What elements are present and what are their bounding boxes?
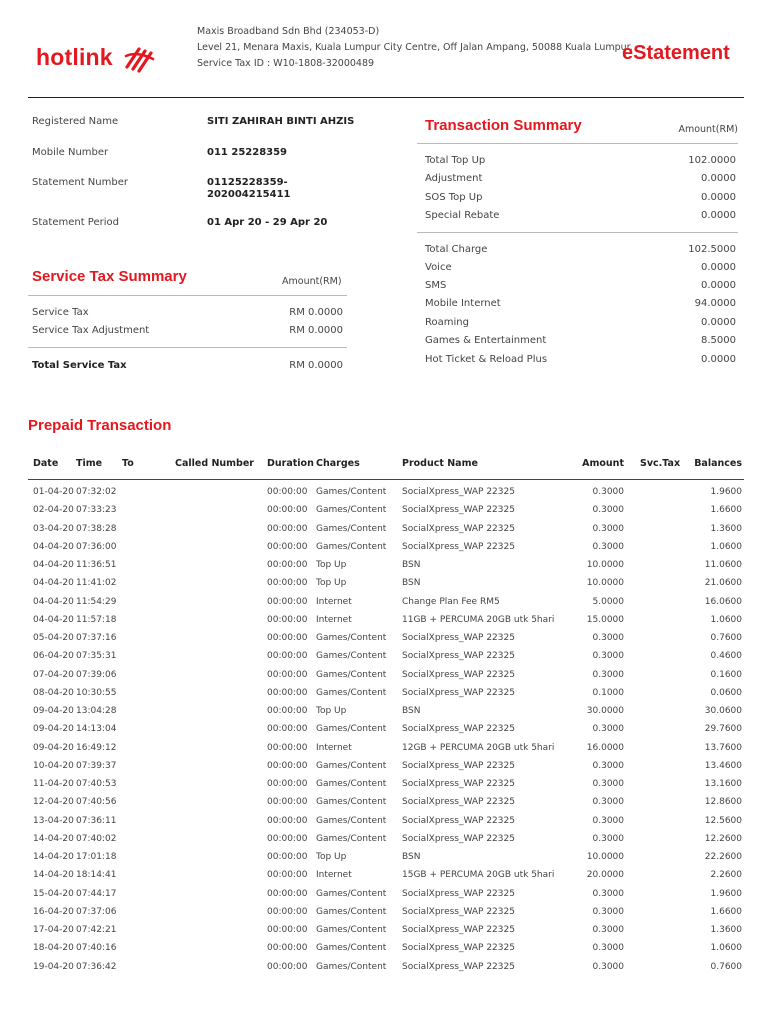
table-row [0,775,768,793]
mobile-internet-value: 94.0000 [694,298,736,309]
cell-time: 07:37:06 [76,906,117,917]
cell-time: 07:35:31 [76,651,117,662]
cell-charges: Internet [316,870,352,881]
col-header-to: To [122,458,134,469]
cell-balance: 22.2600 [704,852,742,862]
cell-time: 13:04:28 [76,706,117,716]
cell-time: 07:38:28 [76,523,117,534]
statement-period-label: Statement Period [32,217,119,228]
table-row [0,501,768,519]
cell-charges: Games/Content [316,797,387,808]
cell-product-name: SocialXpress_WAP 22325 [402,906,515,917]
col-header-time: Time [76,458,103,469]
cell-time: 10:30:55 [76,687,117,698]
mobile-number-value: 011 25228359 [207,147,288,158]
cell-time: 07:40:53 [76,779,117,789]
cell-amount: 0.3000 [592,833,624,844]
cell-product-name: SocialXpress_WAP 22325 [402,724,515,735]
cell-product-name: BSN [402,578,421,589]
cell-balance: 30.0600 [704,706,742,716]
cell-balance: 12.8600 [704,797,742,808]
table-row [0,739,768,757]
total-top-up-value: 102.0000 [688,155,736,166]
cell-product-name: Change Plan Fee RM5 [402,596,500,607]
cell-charges: Internet [316,742,352,753]
total-top-up-label: Total Top Up [425,155,486,166]
cell-time: 11:54:29 [76,596,117,607]
cell-amount: 0.3000 [592,779,624,789]
table-row [0,647,768,665]
company-address: Level 21, Menara Maxis, Kuala Lumpur City Centre, Off Jalan Ampang, 50088 Kuala Lumpur. [197,42,633,53]
cell-date: 12-04-20 [33,797,74,808]
cell-charges: Games/Content [316,669,387,680]
cell-date: 11-04-20 [33,779,74,789]
cell-balance: 1.0600 [710,541,742,552]
cell-date: 05-04-20 [33,633,74,643]
cell-amount: 0.3000 [592,925,624,935]
cell-duration: 00:00:00 [267,596,308,607]
cell-balance: 1.0600 [710,614,742,625]
cell-duration: 00:00:00 [267,833,308,844]
cell-date: 09-04-20 [33,706,74,716]
col-header-svc-tax: Svc.Tax [640,458,681,469]
table-row [0,921,768,939]
cell-amount: 30.0000 [586,706,624,716]
voice-value: 0.0000 [701,262,736,273]
cell-date: 06-04-20 [33,651,74,662]
col-header-product-name: Product Name [402,458,478,469]
cell-product-name: SocialXpress_WAP 22325 [402,487,515,497]
cell-balance: 0.0600 [710,687,742,698]
table-row [0,611,768,629]
col-header-called-number: Called Number [175,458,254,469]
cell-product-name: SocialXpress_WAP 22325 [402,633,515,643]
table-row [0,684,768,702]
cell-duration: 00:00:00 [267,614,308,625]
cell-date: 16-04-20 [33,906,74,917]
service-tax-summary-title: Service Tax Summary [32,268,187,285]
adjustment-label: Adjustment [425,173,483,184]
service-tax-total-divider [28,347,347,348]
games-entertainment-label: Games & Entertainment [425,335,547,346]
cell-time: 07:39:06 [76,669,117,680]
cell-product-name: 11GB + PERCUMA 20GB utk 5hari [402,614,555,625]
cell-balance: 1.3600 [710,925,742,935]
cell-charges: Top Up [316,706,347,716]
cell-product-name: BSN [402,852,421,862]
cell-charges: Games/Content [316,888,387,899]
service-tax-amount-header: Amount(RM) [282,276,342,287]
cell-product-name: SocialXpress_WAP 22325 [402,505,515,516]
cell-amount: 0.3000 [592,760,624,771]
company-name: Maxis Broadband Sdn Bhd (234053-D) [197,26,380,37]
statement-number-value [207,177,291,201]
cell-charges: Games/Content [316,760,387,771]
cell-product-name: SocialXpress_WAP 22325 [402,669,515,680]
special-rebate-value: 0.0000 [701,210,736,221]
cell-balance: 1.9600 [710,888,742,899]
cell-time: 07:33:23 [76,505,117,516]
cell-duration: 00:00:00 [267,943,308,954]
col-header-date: Date [33,458,59,469]
table-row [0,666,768,684]
cell-time: 07:36:11 [76,815,117,826]
table-row [0,830,768,848]
table-row [0,812,768,830]
cell-charges: Games/Content [316,687,387,698]
cell-charges: Games/Content [316,523,387,534]
cell-date: 17-04-20 [33,925,74,935]
cell-product-name: SocialXpress_WAP 22325 [402,925,515,935]
cell-duration: 00:00:00 [267,925,308,935]
cell-duration: 00:00:00 [267,560,308,570]
cell-balance: 1.6600 [710,906,742,917]
cell-duration: 00:00:00 [267,906,308,917]
cell-charges: Internet [316,614,352,625]
col-header-charges: Charges [316,458,360,469]
col-header-duration: Duration [267,458,314,469]
cell-time: 07:40:16 [76,943,117,954]
cell-balance: 0.7600 [710,961,742,972]
cell-balance: 13.7600 [704,742,742,753]
cell-date: 18-04-20 [33,943,74,954]
cell-time: 07:36:42 [76,961,117,972]
cell-amount: 0.3000 [592,943,624,954]
table-row [0,793,768,811]
cell-product-name: BSN [402,706,421,716]
service-tax-adjustment-label: Service Tax Adjustment [32,325,150,336]
cell-amount: 0.3000 [592,669,624,680]
table-row [0,866,768,884]
cell-charges: Games/Content [316,906,387,917]
roaming-value: 0.0000 [701,317,736,328]
hotlink-logo-icon [123,45,157,77]
prepaid-transaction-title: Prepaid Transaction [28,417,172,434]
cell-time: 07:32:02 [76,487,117,497]
cell-amount: 10.0000 [586,852,624,862]
cell-date: 02-04-20 [33,505,74,516]
cell-duration: 00:00:00 [267,742,308,753]
cell-time: 07:40:02 [76,833,117,844]
cell-duration: 00:00:00 [267,651,308,662]
cell-balance: 21.0600 [704,578,742,589]
hotlink-logo-text: hotlink [36,44,113,70]
cell-charges: Games/Content [316,633,387,643]
charges-divider [417,232,738,233]
cell-product-name: SocialXpress_WAP 22325 [402,961,515,972]
table-row [0,538,768,556]
cell-charges: Games/Content [316,779,387,789]
document-title: eStatement [622,42,730,64]
cell-time: 18:14:41 [76,870,117,881]
cell-duration: 00:00:00 [267,706,308,716]
transaction-summary-divider [417,143,738,144]
mobile-internet-label: Mobile Internet [425,298,501,309]
cell-amount: 0.3000 [592,523,624,534]
sos-top-up-value: 0.0000 [701,192,736,203]
cell-duration: 00:00:00 [267,815,308,826]
cell-amount: 0.3000 [592,797,624,808]
sos-top-up-label: SOS Top Up [425,192,483,203]
cell-balance: 13.4600 [704,760,742,771]
cell-time: 16:49:12 [76,742,117,753]
cell-amount: 0.3000 [592,961,624,972]
hot-ticket-reload-plus-label: Hot Ticket & Reload Plus [425,354,548,365]
cell-balance: 0.4600 [710,651,742,662]
cell-date: 07-04-20 [33,669,74,680]
roaming-label: Roaming [425,317,469,328]
cell-balance: 1.3600 [710,523,742,534]
mobile-number-label: Mobile Number [32,147,109,158]
cell-date: 01-04-20 [33,487,74,497]
cell-charges: Games/Content [316,833,387,844]
cell-time: 14:13:04 [76,724,117,735]
table-row [0,939,768,957]
cell-product-name: SocialXpress_WAP 22325 [402,833,515,844]
cell-balance: 0.1600 [710,669,742,680]
cell-balance: 1.9600 [710,487,742,497]
table-row [0,958,768,976]
cell-duration: 00:00:00 [267,669,308,680]
cell-date: 04-04-20 [33,541,74,552]
total-service-tax-value: RM 0.0000 [289,360,343,371]
cell-time: 07:44:17 [76,888,117,899]
statement-number-line1: 01125228359- [207,177,288,188]
cell-charges: Games/Content [316,505,387,516]
cell-duration: 00:00:00 [267,633,308,643]
cell-charges: Games/Content [316,724,387,735]
cell-duration: 00:00:00 [267,961,308,972]
cell-balance: 1.6600 [710,505,742,516]
cell-time: 07:42:21 [76,925,117,935]
cell-duration: 00:00:00 [267,578,308,589]
cell-date: 04-04-20 [33,596,74,607]
total-charge-label: Total Charge [425,244,488,255]
cell-time: 11:57:18 [76,614,117,625]
cell-product-name: SocialXpress_WAP 22325 [402,651,515,662]
registered-name-label: Registered Name [32,116,119,127]
cell-balance: 2.2600 [710,870,742,881]
transaction-summary-title: Transaction Summary [425,117,582,134]
table-row [0,629,768,647]
cell-amount: 0.3000 [592,541,624,552]
table-row [0,885,768,903]
cell-duration: 00:00:00 [267,724,308,735]
cell-amount: 0.3000 [592,906,624,917]
statement-period-value: 01 Apr 20 - 29 Apr 20 [207,217,328,228]
cell-duration: 00:00:00 [267,523,308,534]
cell-date: 19-04-20 [33,961,74,972]
sms-label: SMS [425,280,447,291]
service-tax-divider [28,295,347,296]
cell-charges: Games/Content [316,651,387,662]
cell-date: 03-04-20 [33,523,74,534]
registered-name-value: SITI ZAHIRAH BINTI AHZIS [207,116,355,127]
cell-charges: Top Up [316,578,347,589]
cell-product-name: SocialXpress_WAP 22325 [402,523,515,534]
cell-product-name: SocialXpress_WAP 22325 [402,760,515,771]
table-row [0,702,768,720]
cell-date: 08-04-20 [33,687,74,698]
table-row [0,574,768,592]
hot-ticket-reload-plus-value: 0.0000 [701,354,736,365]
cell-balance: 0.7600 [710,633,742,643]
cell-product-name: SocialXpress_WAP 22325 [402,797,515,808]
cell-duration: 00:00:00 [267,760,308,771]
sms-value: 0.0000 [701,280,736,291]
cell-amount: 0.3000 [592,505,624,516]
cell-amount: 0.3000 [592,487,624,497]
cell-duration: 00:00:00 [267,870,308,881]
cell-charges: Internet [316,596,352,607]
cell-date: 14-04-20 [33,833,74,844]
cell-date: 14-04-20 [33,852,74,862]
cell-balance: 16.0600 [704,596,742,607]
cell-product-name: 15GB + PERCUMA 20GB utk 5hari [402,870,555,881]
cell-duration: 00:00:00 [267,541,308,552]
cell-amount: 16.0000 [586,742,624,753]
cell-time: 07:40:56 [76,797,117,808]
cell-amount: 15.0000 [586,614,624,625]
table-row [0,520,768,538]
cell-date: 10-04-20 [33,760,74,771]
col-header-amount: Amount [582,458,624,469]
cell-duration: 00:00:00 [267,505,308,516]
cell-duration: 00:00:00 [267,779,308,789]
transaction-summary-amount-header: Amount(RM) [678,124,738,135]
cell-duration: 00:00:00 [267,852,308,862]
cell-duration: 00:00:00 [267,888,308,899]
cell-date: 09-04-20 [33,742,74,753]
cell-amount: 0.1000 [592,687,624,698]
cell-product-name: SocialXpress_WAP 22325 [402,779,515,789]
cell-date: 14-04-20 [33,870,74,881]
games-entertainment-value: 8.5000 [701,335,736,346]
cell-time: 17:01:18 [76,852,117,862]
cell-balance: 12.5600 [704,815,742,826]
cell-date: 04-04-20 [33,560,74,570]
col-header-balances: Balances [694,458,742,469]
cell-amount: 0.3000 [592,815,624,826]
cell-charges: Games/Content [316,487,387,497]
total-service-tax-label: Total Service Tax [32,360,127,371]
cell-amount: 0.3000 [592,724,624,735]
cell-product-name: SocialXpress_WAP 22325 [402,541,515,552]
cell-charges: Games/Content [316,541,387,552]
cell-charges: Games/Content [316,943,387,954]
cell-balance: 29.7600 [704,724,742,735]
cell-date: 09-04-20 [33,724,74,735]
table-header-divider [28,479,744,480]
cell-date: 04-04-20 [33,578,74,589]
company-info [197,24,633,72]
cell-balance: 1.0600 [710,943,742,954]
cell-time: 07:36:00 [76,541,117,552]
service-tax-label: Service Tax [32,307,89,318]
cell-product-name: SocialXpress_WAP 22325 [402,888,515,899]
cell-time: 11:36:51 [76,560,117,570]
cell-date: 13-04-20 [33,815,74,826]
cell-time: 07:39:37 [76,760,117,771]
service-tax-adjustment-value: RM 0.0000 [289,325,343,336]
cell-charges: Games/Content [316,961,387,972]
statement-number-line2: 202004215411 [207,189,291,200]
statement-number-label: Statement Number [32,177,128,188]
cell-amount: 10.0000 [586,560,624,570]
table-row [0,903,768,921]
cell-time: 07:37:16 [76,633,117,643]
table-row [0,848,768,866]
cell-product-name: 12GB + PERCUMA 20GB utk 5hari [402,742,555,753]
cell-amount: 0.3000 [592,633,624,643]
adjustment-value: 0.0000 [701,173,736,184]
cell-duration: 00:00:00 [267,687,308,698]
cell-amount: 10.0000 [586,578,624,589]
cell-balance: 12.2600 [704,833,742,844]
service-tax-id: Service Tax ID : W10-1808-32000489 [197,58,375,69]
cell-amount: 0.3000 [592,651,624,662]
voice-label: Voice [425,262,452,273]
table-row [0,757,768,775]
table-row [0,593,768,611]
cell-amount: 20.0000 [586,870,624,881]
cell-duration: 00:00:00 [267,797,308,808]
cell-product-name: SocialXpress_WAP 22325 [402,815,515,826]
cell-amount: 5.0000 [592,596,624,607]
cell-charges: Top Up [316,852,347,862]
cell-time: 11:41:02 [76,578,117,589]
cell-date: 04-04-20 [33,614,74,625]
cell-charges: Games/Content [316,925,387,935]
table-row [0,556,768,574]
table-row [0,720,768,738]
header-divider [28,97,744,98]
cell-product-name: SocialXpress_WAP 22325 [402,687,515,698]
cell-amount: 0.3000 [592,888,624,899]
table-row [0,483,768,501]
cell-duration: 00:00:00 [267,487,308,497]
special-rebate-label: Special Rebate [425,210,500,221]
total-charge-value: 102.5000 [688,244,736,255]
cell-product-name: BSN [402,560,421,570]
cell-charges: Games/Content [316,815,387,826]
cell-charges: Top Up [316,560,347,570]
cell-balance: 11.0600 [704,560,742,570]
cell-balance: 13.1600 [704,779,742,789]
cell-product-name: SocialXpress_WAP 22325 [402,943,515,954]
cell-date: 15-04-20 [33,888,74,899]
service-tax-value: RM 0.0000 [289,307,343,318]
